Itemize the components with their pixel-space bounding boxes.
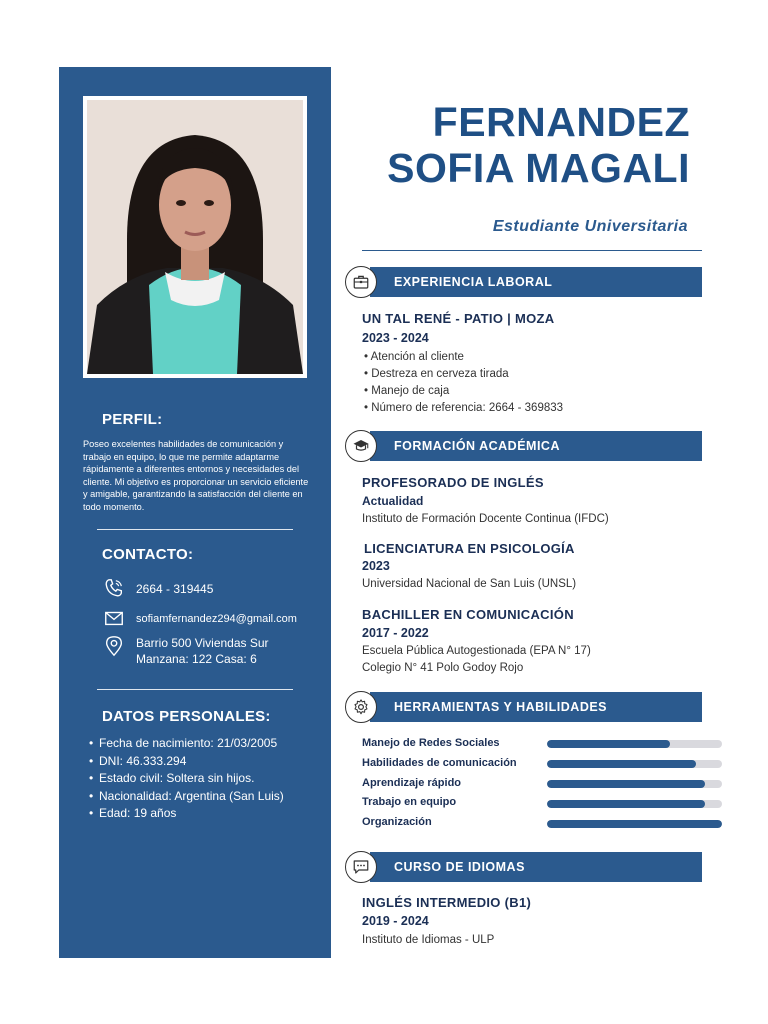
education-year: Actualidad xyxy=(362,494,424,508)
skill-bar-fill xyxy=(547,740,670,748)
skill-bar-fill xyxy=(547,760,696,768)
personal-data-title: DATOS PERSONALES: xyxy=(102,708,271,725)
education-degree: LICENCIATURA EN PSICOLOGÍA xyxy=(364,541,575,556)
profile-photo xyxy=(87,100,303,374)
experience-title: EXPERIENCIA LABORAL xyxy=(394,275,553,289)
chat-bubble-icon xyxy=(345,851,377,883)
profile-title: PERFIL: xyxy=(102,411,163,428)
education-institution: Universidad Nacional de San Luis (UNSL) xyxy=(362,578,577,590)
skill-label: Organización xyxy=(362,816,432,828)
languages-header xyxy=(370,852,702,882)
skill-label: Trabajo en equipo xyxy=(362,796,457,808)
skill-bar xyxy=(547,780,722,788)
skills-header xyxy=(370,692,702,722)
skill-bar-fill xyxy=(547,780,705,788)
list-item: • Estado civil: Soltera sin hijos. xyxy=(89,771,255,785)
skill-label: Habilidades de comunicación xyxy=(362,757,517,769)
skill-bar xyxy=(547,820,722,828)
sidebar xyxy=(59,67,331,958)
education-degree: BACHILLER EN COMUNICACIÓN xyxy=(362,607,574,622)
address-line-1: Barrio 500 Viviendas Sur xyxy=(136,636,269,650)
education-degree: PROFESORADO DE INGLÉS xyxy=(362,475,544,490)
name-first: SOFIA MAGALI xyxy=(387,145,690,191)
language-institute: Instituto de Idiomas - ULP xyxy=(362,934,495,946)
address xyxy=(136,635,269,667)
name-last: FERNANDEZ xyxy=(432,99,690,145)
education-institution: Instituto de Formación Docente Continua (IFDC) xyxy=(362,513,609,525)
personal-data-list xyxy=(89,735,284,823)
contact-email-row xyxy=(103,607,297,629)
skills-title: HERRAMIENTAS Y HABILIDADES xyxy=(394,700,608,714)
skill-bar xyxy=(547,740,722,748)
education-year: 2023 xyxy=(362,559,390,573)
mail-icon xyxy=(103,607,125,629)
skill-bar-fill xyxy=(547,800,705,808)
list-item: • Número de referencia: 2664 - 369833 xyxy=(364,402,564,414)
education-institution: Colegio N° 41 Polo Godoy Rojo xyxy=(362,662,524,674)
language-course: INGLÉS INTERMEDIO (B1) xyxy=(362,895,532,910)
gear-icon xyxy=(345,691,377,723)
education-year: 2017 - 2022 xyxy=(362,626,429,640)
list-item: • DNI: 46.333.294 xyxy=(89,753,187,768)
graduation-cap-icon xyxy=(345,430,377,462)
job-duties xyxy=(364,349,563,417)
education-header xyxy=(370,431,702,461)
address-line-2: Manzana: 122 Casa: 6 xyxy=(136,652,257,666)
skill-bar xyxy=(547,760,722,768)
job-entry: UN TAL RENÉ - PATIO | MOZA xyxy=(362,311,555,326)
contact-address-row xyxy=(103,635,269,667)
location-pin-icon xyxy=(103,635,125,657)
divider xyxy=(97,689,293,690)
list-item: • Destreza en cerveza tirada xyxy=(364,368,509,380)
title-divider xyxy=(362,250,702,251)
job-years: 2023 - 2024 xyxy=(362,331,429,345)
skill-label: Manejo de Redes Sociales xyxy=(362,737,500,749)
list-item: • Manejo de caja xyxy=(364,385,450,397)
phone-number[interactable]: 2664 - 319445 xyxy=(136,582,214,596)
divider xyxy=(97,529,293,530)
education-title: FORMACIÓN ACADÉMICA xyxy=(394,439,560,453)
skill-bar-fill xyxy=(547,820,722,828)
education-institution: Escuela Pública Autogestionada (EPA N° 17) xyxy=(362,645,591,657)
job-title: Estudiante Universitaria xyxy=(492,218,688,235)
language-years: 2019 - 2024 xyxy=(362,914,429,928)
experience-header xyxy=(370,267,702,297)
profile-text: Poseo excelentes habilidades de comunicación y trabajo en equipo, lo que me permite adaptarme rápidamente a diferentes entornos y necesidades del cliente. Mi objetivo es proporcionar un servicio eficiente y amigable, garantizando la satisfacción del cliente en todo momento. xyxy=(83,439,309,512)
email-address[interactable]: sofiamfernandez294@gmail.com xyxy=(136,613,297,625)
skill-label: Aprendizaje rápido xyxy=(362,777,462,789)
contact-phone-row xyxy=(103,577,213,599)
list-item: • Nacionalidad: Argentina (San Luis) xyxy=(89,788,284,803)
skill-bar xyxy=(547,800,722,808)
profile-photo-frame xyxy=(83,96,307,378)
contact-title: CONTACTO: xyxy=(102,546,194,563)
languages-title: CURSO DE IDIOMAS xyxy=(394,860,525,874)
briefcase-icon xyxy=(345,266,377,298)
list-item: • Edad: 19 años xyxy=(89,806,177,820)
list-item: • Fecha de nacimiento: 21/03/2005 xyxy=(89,736,278,750)
list-item: • Atención al cliente xyxy=(364,351,464,363)
phone-icon xyxy=(103,577,125,599)
